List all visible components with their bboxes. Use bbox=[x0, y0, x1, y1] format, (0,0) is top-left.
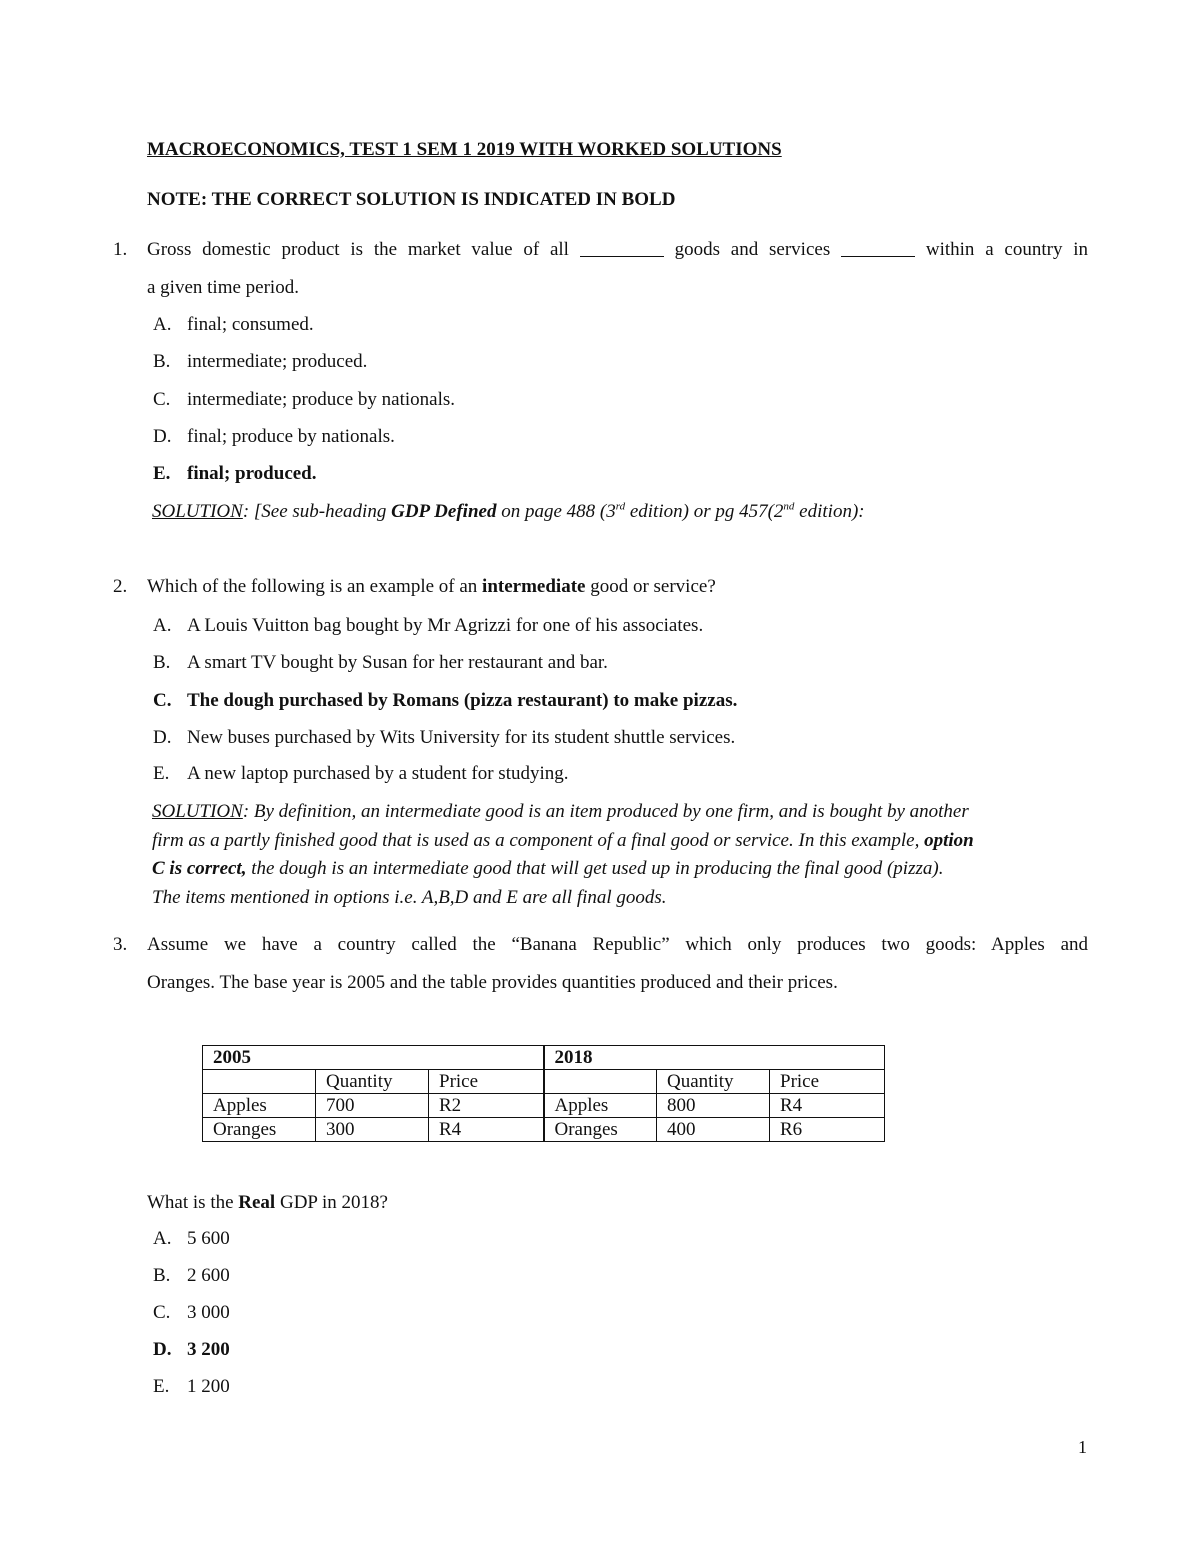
question-2-option-d: D. New buses purchased by Wits University for its student shuttle services. bbox=[153, 727, 736, 748]
table-cell: R6 bbox=[770, 1118, 885, 1142]
question-1-option-b: B. intermediate; produced. bbox=[153, 351, 368, 372]
question-3-option-c: C. 3 000 bbox=[153, 1302, 230, 1323]
question-2-text: Which of the following is an example of an intermediate good or service? bbox=[147, 576, 716, 597]
question-1-solution: SOLUTION: [See sub-heading GDP Defined on page 488 (3rd edition) or pg 457(2nd edition): bbox=[152, 500, 865, 522]
question-1-option-a: A. final; consumed. bbox=[153, 314, 314, 335]
table-cell: R2 bbox=[429, 1094, 544, 1118]
table-year-2018: 2018 bbox=[544, 1046, 885, 1070]
question-2-solution: SOLUTION: By definition, an intermediate good is an item produced by one firm, and is bought by another firm as a partly finished good that is used as a component of a final good or service. In this example, option C is correct, the dough is an intermediate good that will get used up in producing the final good (pizza). The items mentioned in options i.e. A,B,D and E are all final goods. bbox=[152, 801, 974, 908]
question-2-option-b: B. A smart TV bought by Susan for her restaurant and bar. bbox=[153, 652, 608, 673]
table-row bbox=[203, 1094, 885, 1118]
quantities-prices-table bbox=[202, 1045, 885, 1142]
table-header-quantity: Quantity bbox=[657, 1070, 770, 1094]
table-cell: 800 bbox=[657, 1094, 770, 1118]
note-heading: NOTE: THE CORRECT SOLUTION IS INDICATED IN BOLD bbox=[147, 189, 676, 210]
table-row bbox=[203, 1046, 885, 1070]
question-3-text-line2: Oranges. The base year is 2005 and the table provides quantities produced and their prices. bbox=[147, 972, 838, 993]
table-cell: R4 bbox=[770, 1094, 885, 1118]
question-3-option-b: B. 2 600 bbox=[153, 1265, 230, 1286]
table-row bbox=[203, 1070, 885, 1094]
question-3-option-d-correct: D. 3 200 bbox=[153, 1339, 230, 1360]
table-cell: Oranges bbox=[544, 1118, 657, 1142]
question-1-text-line2: a given time period. bbox=[147, 277, 299, 298]
table-header-price: Price bbox=[770, 1070, 885, 1094]
table-cell: R4 bbox=[429, 1118, 544, 1142]
table-cell: 300 bbox=[316, 1118, 429, 1142]
table-header-quantity: Quantity bbox=[316, 1070, 429, 1094]
question-3-text-line1: Assume we have a country called the “Banana Republic” which only produces two goods: Apples and bbox=[147, 934, 1088, 955]
table-year-2005: 2005 bbox=[203, 1046, 544, 1070]
table-row bbox=[203, 1118, 885, 1142]
question-1-option-e-correct: E. final; produced. bbox=[153, 463, 317, 484]
table-cell bbox=[203, 1070, 316, 1094]
question-3-prompt: What is the Real GDP in 2018? bbox=[147, 1192, 388, 1213]
question-1-option-c: C. intermediate; produce by nationals. bbox=[153, 389, 456, 410]
question-1-option-d: D. final; produce by nationals. bbox=[153, 426, 395, 447]
question-1-text-line1: Gross domestic product is the market value of all goods and services within a country in bbox=[147, 239, 1089, 260]
table-cell: Oranges bbox=[203, 1118, 316, 1142]
page-number: 1 bbox=[1078, 1437, 1087, 1457]
table-cell: 400 bbox=[657, 1118, 770, 1142]
question-2-option-c-correct: C. The dough purchased by Romans (pizza restaurant) to make pizzas. bbox=[153, 690, 738, 711]
question-1-number: 1. bbox=[113, 239, 128, 260]
table-cell: 700 bbox=[316, 1094, 429, 1118]
document-title: MACROECONOMICS, TEST 1 SEM 1 2019 WITH WORKED SOLUTIONS bbox=[147, 139, 782, 160]
table-cell: Apples bbox=[203, 1094, 316, 1118]
question-3-number: 3. bbox=[113, 934, 128, 955]
question-2-option-e: E. A new laptop purchased by a student for studying. bbox=[153, 763, 569, 784]
question-3-option-a: A. 5 600 bbox=[153, 1228, 230, 1249]
question-2-number: 2. bbox=[113, 576, 128, 597]
question-3-option-e: E. 1 200 bbox=[153, 1376, 230, 1397]
table-header-price: Price bbox=[429, 1070, 544, 1094]
table-cell: Apples bbox=[544, 1094, 657, 1118]
question-2-option-a: A. A Louis Vuitton bag bought by Mr Agrizzi for one of his associates. bbox=[153, 615, 704, 636]
table-cell bbox=[544, 1070, 657, 1094]
